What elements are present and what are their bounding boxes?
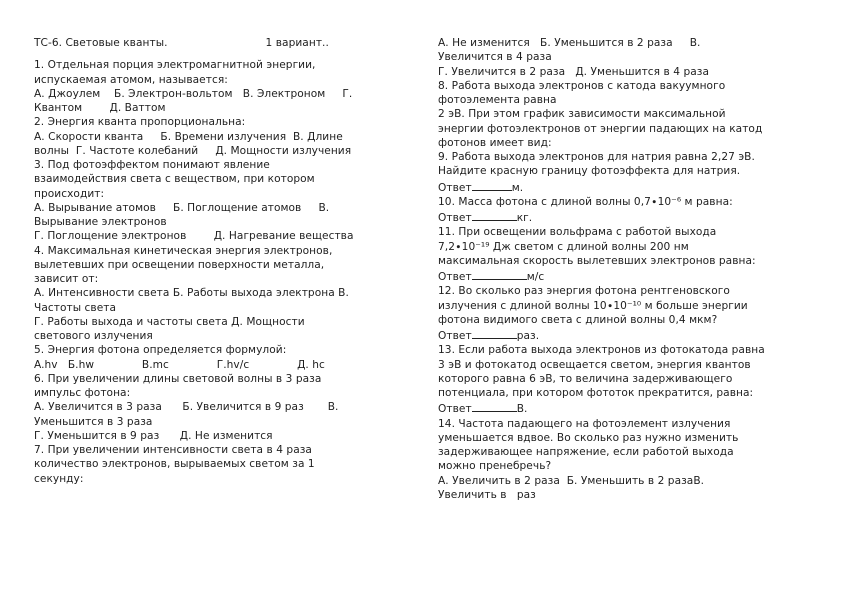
question-text: фотоэлемента равна (438, 94, 557, 106)
question-6 (34, 372, 406, 443)
question-2 (34, 115, 406, 158)
answer-line (438, 179, 818, 195)
answer-line (438, 327, 818, 343)
question-text: фотона видимого света с длиной волны 0,4 мкм? (438, 313, 718, 326)
answer-line (438, 400, 818, 416)
question-5 (34, 343, 406, 372)
answer-options: А. Интенсивности света Б. Работы выхода электрона В. (34, 287, 349, 300)
question-text: 14. Частота падающего на фотоэлемент излучения (438, 417, 731, 430)
question-text: происходит: (34, 187, 105, 200)
answer-options: А. Не изменится Б. Уменьшится в 2 раза В. (438, 37, 701, 49)
answer-options: Г. Работы выхода и частоты света Д. Мощности (34, 315, 305, 328)
question-text: вылетевших при освещении поверхности металла, (34, 258, 325, 271)
answer-options: светового излучения (34, 330, 153, 342)
answer-options: A.hv Б.hw B.mc Г.hv/c Д. hc (34, 358, 325, 371)
question-text: Найдите красную границу фотоэффекта для натрия. (438, 165, 741, 178)
question-text: излучения с длиной волны 10∙10⁻¹⁰ м больше энергии (438, 299, 748, 312)
left-column (34, 36, 406, 486)
question-10 (438, 195, 818, 226)
question-text: 4. Максимальная кинетическая энергия электронов, (34, 244, 333, 257)
question-text: 2. Энергия кванта пропорциональна: (34, 116, 246, 129)
question-text: импульс фотона: (34, 387, 131, 399)
question-text: 7,2∙10⁻¹⁹ Дж светом с длиной волны 200 нм (438, 240, 689, 253)
question-1 (34, 58, 406, 115)
question-text: 8. Работа выхода электронов с катода вакуумного (438, 79, 726, 92)
answer-blank[interactable] (472, 400, 517, 412)
question-3 (34, 158, 406, 244)
question-text: 3. Под фотоэффектом понимают явление (34, 159, 270, 171)
question-text: энергии фотоэлектронов от энергии падающих на катод (438, 122, 763, 135)
question-text: взаимодействия света с веществом, при котором (34, 173, 315, 186)
answer-unit: раз. (516, 330, 540, 342)
answer-options: Г. Поглощение электронов Д. Нагревание вещества (34, 230, 354, 243)
question-8 (438, 79, 818, 150)
answer-label: Ответ (438, 212, 472, 224)
answer-unit: В. (516, 403, 528, 416)
question-text: 5. Энергия фотона определяется формулой: (34, 344, 287, 357)
question-13 (438, 343, 818, 416)
question-text: 3 эВ и фотокатод освещается светом, энергия квантов (438, 358, 751, 371)
question-9 (438, 150, 818, 195)
answer-options: Увеличится в 4 раза (438, 51, 552, 64)
question-text: количество электронов, вырываемых светом за 1 (34, 458, 315, 471)
answer-options: А. Скорости кванта Б. Времени излучения В. Длине (34, 130, 343, 143)
question-text: зависит от: (34, 273, 99, 285)
question-text: 9. Работа выхода электронов для натрия равна 2,27 эВ. (438, 151, 755, 163)
answer-unit: кг. (516, 212, 533, 224)
answer-blank[interactable] (472, 268, 527, 280)
question-14 (438, 417, 818, 503)
answer-line (438, 268, 818, 284)
question-text: можно пренебречь? (438, 460, 552, 473)
answer-unit: м/с (526, 271, 545, 283)
answer-unit: м. (511, 181, 524, 194)
variant-label: 1 вариант.. (265, 37, 329, 49)
answer-options: А. Увеличится в 3 раза Б. Увеличится в 9 раз В. (34, 401, 339, 414)
question-text: 10. Масса фотона с длиной волны 0,7∙10⁻⁶ м равна: (438, 195, 733, 208)
question-text: 6. При увеличении длины световой волны в 3 раза (34, 372, 322, 385)
question-text: испускаемая атомом, называется: (34, 73, 228, 86)
question-text: 7. При увеличении интенсивности света в 4 раза (34, 444, 312, 456)
question-text: секунду: (34, 472, 84, 485)
question-text: потенциала, при котором фототок прекратится, равна: (438, 387, 754, 399)
answer-options: Уменьшится в 3 раза (34, 415, 153, 428)
answer-options: Вырывание электронов (34, 216, 167, 228)
answer-blank[interactable] (472, 209, 517, 221)
answer-blank[interactable] (472, 179, 512, 191)
answer-options: Квантом Д. Ваттом (34, 102, 166, 114)
question-text: 12. Во сколько раз энергия фотона рентгеновского (438, 285, 730, 298)
question-11 (438, 225, 818, 284)
question-7 (34, 443, 406, 486)
question-text: 13. Если работа выхода электронов из фотокатода равна (438, 344, 765, 357)
answer-blank[interactable] (472, 327, 517, 339)
answer-options: А. Джоулем Б. Электрон-вольтом В. Электроном Г. (34, 87, 353, 100)
answer-label: Ответ (438, 330, 472, 342)
question-text: уменьшается вдвое. Во сколько раз нужно изменить (438, 431, 739, 444)
answer-line (438, 209, 818, 225)
answer-label: Ответ (438, 181, 472, 194)
question-text: 11. При освещении вольфрама с работой выхода (438, 226, 717, 239)
answer-label: Ответ (438, 403, 472, 416)
test-title: ТС-6. Световые кванты. (34, 37, 168, 49)
question-text: задерживающее напряжение, если работой выхода (438, 446, 734, 458)
answer-label: Ответ (438, 271, 472, 283)
question-text: фотонов имеет вид: (438, 136, 552, 149)
question-text: которого равна 6 эВ, то величина задерживающего (438, 372, 733, 385)
question-text: 1. Отдельная порция электромагнитной энергии, (34, 59, 316, 72)
answer-options: А. Увеличить в 2 раза Б. Уменьшить в 2 разаВ. (438, 474, 705, 487)
answer-options: волны Г. Частоте колебаний Д. Мощности излучения (34, 144, 352, 157)
question-text: максимальная скорость вылетевших электронов равна: (438, 254, 756, 267)
question-text: 2 эВ. При этом график зависимости максимальной (438, 108, 726, 121)
right-column (438, 36, 818, 502)
question-12 (438, 284, 818, 343)
answer-options: Г. Уменьшится в 9 раз Д. Не изменится (34, 429, 273, 442)
answer-options: А. Вырывание атомов Б. Поглощение атомов В. (34, 201, 330, 214)
answer-options: Частоты света (34, 301, 117, 314)
question-7-continued (438, 36, 818, 79)
question-4 (34, 244, 406, 344)
answer-options: Г. Увеличится в 2 раза Д. Уменьшится в 4 раза (438, 65, 709, 78)
title-line (34, 36, 406, 50)
answer-options: Увеличить в раз (438, 488, 536, 501)
